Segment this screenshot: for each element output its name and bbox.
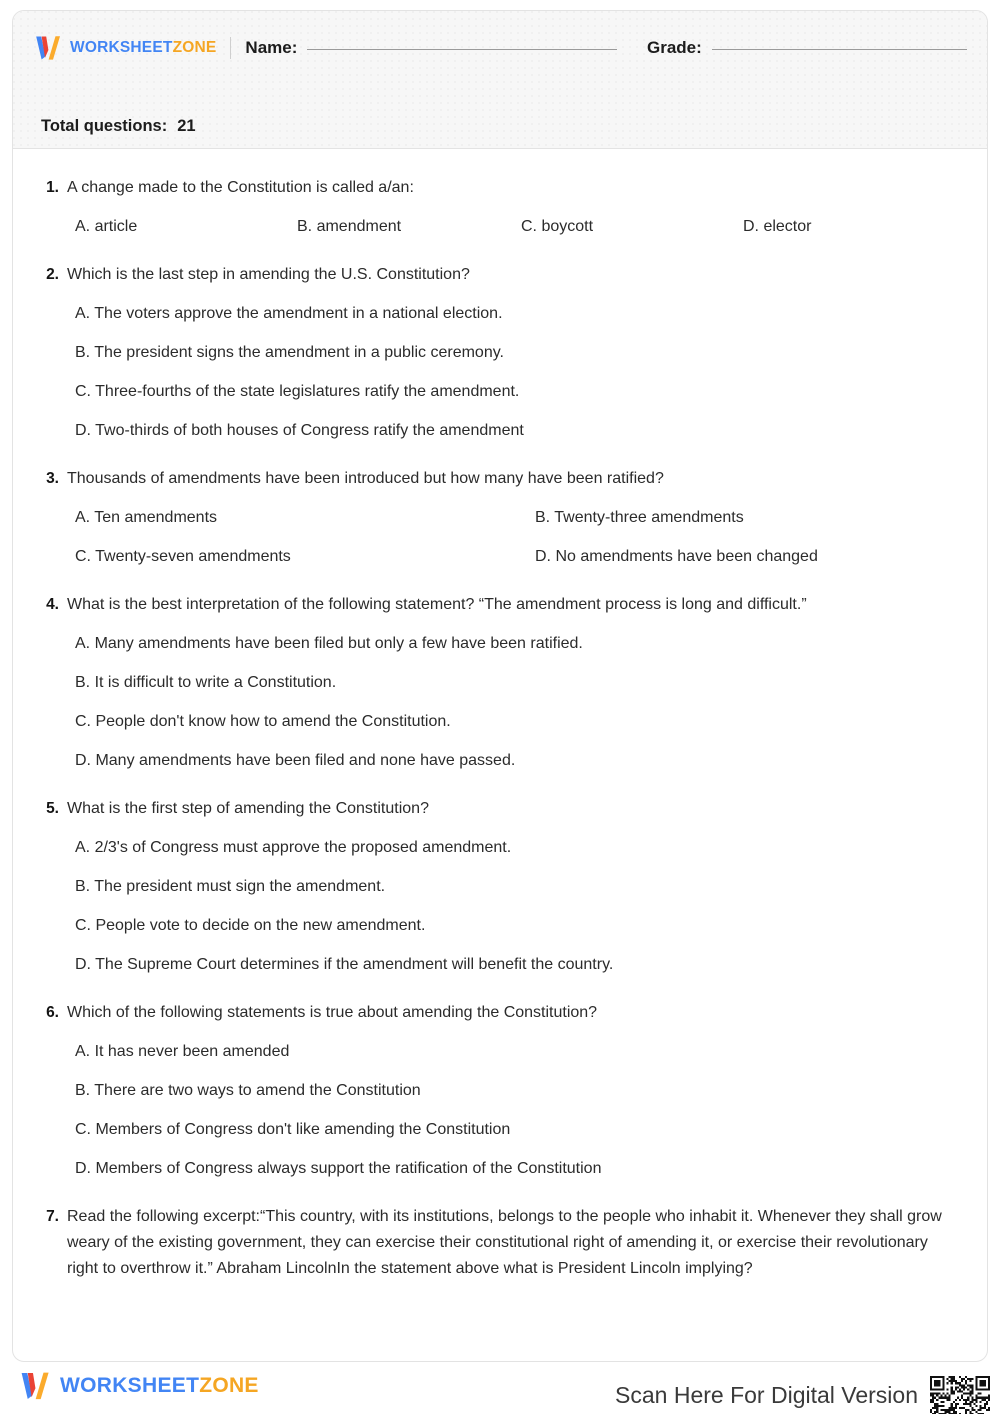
question-number: 7. xyxy=(46,1208,59,1225)
question-number: 3. xyxy=(46,470,59,487)
question-number: 5. xyxy=(46,800,59,817)
answer-options xyxy=(39,624,961,780)
answer-option[interactable]: C. People don't know how to amend the Constitution. xyxy=(75,713,451,730)
footer-logo xyxy=(18,1370,259,1402)
question-header xyxy=(39,1000,961,1026)
total-questions-label: Total questions: xyxy=(41,117,168,135)
footer-logo-wordmark-secondary: ZONE xyxy=(199,1374,259,1397)
question-block xyxy=(39,262,961,450)
answer-option[interactable]: C. Three-fourths of the state legislatures ratify the amendment. xyxy=(75,383,520,400)
answer-options xyxy=(39,1032,961,1188)
name-field[interactable] xyxy=(245,38,617,58)
question-text: A change made to the Constitution is called a/an: xyxy=(67,179,414,196)
footer-logo-wordmark xyxy=(60,1374,259,1398)
grade-input-line[interactable] xyxy=(712,49,967,50)
question-block xyxy=(39,1000,961,1188)
worksheetzone-w-logo-icon xyxy=(33,34,63,62)
question-header xyxy=(39,262,961,288)
answer-option[interactable]: B. There are two ways to amend the Constitution xyxy=(75,1082,421,1099)
answer-option[interactable]: B. It is difficult to write a Constitution. xyxy=(75,674,337,691)
grade-label: Grade: xyxy=(647,38,702,57)
answer-option[interactable]: C. People vote to decide on the new amendment. xyxy=(75,917,426,934)
question-block xyxy=(39,592,961,780)
total-questions xyxy=(41,117,196,136)
answer-option[interactable]: D. Many amendments have been filed and none have passed. xyxy=(75,752,516,769)
question-header xyxy=(39,1204,961,1282)
answer-options xyxy=(39,207,961,246)
worksheet-card xyxy=(12,10,988,1362)
answer-option[interactable]: A. The voters approve the amendment in a national election. xyxy=(75,305,503,322)
answer-option[interactable]: A. article xyxy=(75,218,138,235)
footer-logo-wordmark-primary: WORKSHEET xyxy=(60,1374,200,1397)
answer-option[interactable]: A. Many amendments have been filed but only a few have been ratified. xyxy=(75,635,583,652)
answer-option[interactable]: B. Twenty-three amendments xyxy=(535,509,744,526)
answer-option[interactable]: D. Two-thirds of both houses of Congress ratify the amendment xyxy=(75,422,524,439)
question-block xyxy=(39,796,961,984)
answer-option[interactable]: D. No amendments have been changed xyxy=(535,548,818,565)
header-divider xyxy=(230,37,231,59)
question-text: Read the following excerpt:“This country, with its institutions, belongs to the people who inhabit it. Whenever they shall grow weary of the existing government, they can exercise their constitutional right of amending it, or exercise their revolutionary right to overthrow it.” Abraham LincolnIn the statement above what is President Lincoln implying? xyxy=(67,1208,942,1277)
answer-options xyxy=(39,828,961,984)
question-text: Which of the following statements is true about amending the Constitution? xyxy=(67,1004,598,1021)
question-header xyxy=(39,796,961,822)
question-text: Which is the last step in amending the U.S. Constitution? xyxy=(67,266,470,283)
answer-option[interactable]: A. It has never been amended xyxy=(75,1043,290,1060)
question-block xyxy=(39,466,961,576)
worksheetzone-w-logo-icon xyxy=(18,1370,52,1402)
question-text: Thousands of amendments have been introduced but how many have been ratified? xyxy=(67,470,664,487)
answer-option[interactable]: A. Ten amendments xyxy=(75,509,218,526)
logo-wordmark-primary: WORKSHEET xyxy=(70,39,173,56)
answer-option[interactable]: B. The president signs the amendment in a public ceremony. xyxy=(75,344,504,361)
question-block xyxy=(39,175,961,246)
question-text: What is the best interpretation of the following statement? “The amendment process is long and difficult.” xyxy=(67,596,807,613)
answer-option[interactable]: D. The Supreme Court determines if the amendment will benefit the country. xyxy=(75,956,614,973)
question-block xyxy=(39,1204,961,1282)
answer-options xyxy=(39,294,961,450)
answer-option[interactable]: B. amendment xyxy=(297,218,402,235)
question-header xyxy=(39,175,961,201)
scan-here-text: Scan Here For Digital Version xyxy=(615,1382,918,1408)
question-text: What is the first step of amending the Constitution? xyxy=(67,800,429,817)
question-number: 1. xyxy=(46,179,59,196)
total-questions-count: 21 xyxy=(177,117,196,135)
answer-option[interactable]: D. Members of Congress always support the ratification of the Constitution xyxy=(75,1160,602,1177)
question-header xyxy=(39,466,961,492)
grade-field[interactable] xyxy=(647,38,967,58)
worksheet-footer xyxy=(0,1366,1000,1414)
questions-list xyxy=(13,149,987,1282)
logo-wordmark-secondary: ZONE xyxy=(172,39,217,56)
qr-code-icon[interactable] xyxy=(926,1372,994,1414)
logo-wordmark xyxy=(70,39,216,57)
worksheet-header xyxy=(13,11,987,149)
name-label: Name: xyxy=(245,38,298,57)
header-row xyxy=(33,31,967,65)
answer-option[interactable]: B. The president must sign the amendment. xyxy=(75,878,386,895)
question-header xyxy=(39,592,961,618)
name-input-line[interactable] xyxy=(307,49,617,50)
answer-options xyxy=(39,498,961,576)
answer-option[interactable]: D. elector xyxy=(743,218,812,235)
question-number: 6. xyxy=(46,1004,59,1021)
answer-option[interactable]: C. Members of Congress don't like amending the Constitution xyxy=(75,1121,511,1138)
question-number: 2. xyxy=(46,266,59,283)
answer-option[interactable]: C. Twenty-seven amendments xyxy=(75,548,291,565)
answer-option[interactable]: C. boycott xyxy=(521,218,594,235)
question-number: 4. xyxy=(46,596,59,613)
answer-option[interactable]: A. 2/3's of Congress must approve the proposed amendment. xyxy=(75,839,512,856)
